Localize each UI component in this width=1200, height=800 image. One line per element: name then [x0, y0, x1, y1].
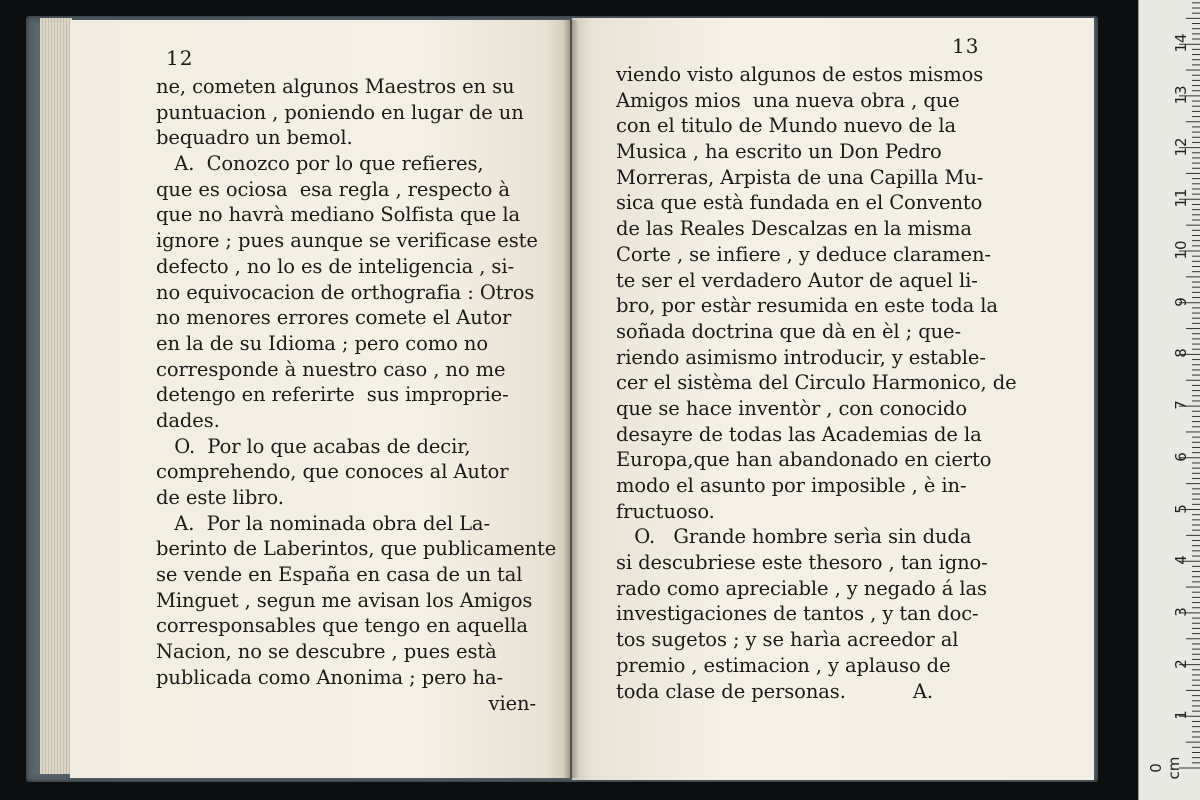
text-line: riendo asimismo introducir, y estable- [616, 345, 986, 369]
ruler-number: 7 [1172, 400, 1190, 410]
text-line: premio , estimacion , y aplauso de [616, 653, 951, 677]
text-line: que se hace inventòr , con conocido [616, 396, 968, 420]
text-line: toda clase de personas. A. [616, 679, 933, 703]
right-page-text [616, 62, 1034, 704]
text-line: Morreras, Arpista de una Capilla Mu- [616, 165, 984, 189]
catchword: vien- [488, 691, 536, 715]
text-line: desayre de todas las Academias de la [616, 422, 982, 446]
ruler-number: 8 [1172, 348, 1190, 359]
ruler-number: 10 [1172, 240, 1190, 260]
measuring-ruler [1138, 0, 1200, 800]
text-line: te ser el verdadero Autor de aquel li- [616, 268, 978, 292]
ruler-number: 12 [1172, 137, 1190, 157]
text-line: corresponde à nuestro caso , no me [156, 357, 506, 381]
text-line: defecto , no lo es de inteligencia , si- [156, 254, 514, 278]
text-line: cer el sistèma del Circulo Harmonico, de [616, 371, 1017, 395]
text-line: que es ociosa esa regla , respecto à [156, 177, 510, 201]
text-line: de las Reales Descalzas en la misma [616, 217, 972, 241]
text-line: soñada doctrina que dà en èl ; que- [616, 319, 961, 343]
ruler-number: 4 [1172, 555, 1190, 565]
text-line: en la de su Idioma ; pero como no [156, 331, 488, 355]
text-line: de este libro. [156, 486, 284, 509]
text-line: Minguet , segun me avisan los Amigos [156, 588, 533, 612]
text-line: que no havrà mediano Solfista que la [156, 203, 520, 227]
ruler-unit-label: 0 cm [1147, 756, 1183, 780]
text-line: detengo en referirte sus improprie- [156, 383, 509, 407]
book-gutter [563, 20, 579, 778]
text-line: modo el asunto por imposible , è in- [616, 474, 967, 497]
text-line: bequadro un bemol. [156, 126, 353, 150]
right-page [572, 18, 1094, 780]
text-line: tos sugetos ; y se harìa acreedor al [616, 628, 959, 652]
ruler-number: 9 [1172, 296, 1190, 307]
text-line: O. Grande hombre serìa sin duda [616, 525, 972, 549]
page-number-left: 12 [166, 46, 194, 70]
text-line: investigaciones de tantos , y tan doc- [616, 602, 979, 626]
ruler-number: 3 [1172, 607, 1190, 617]
text-line: Europa,que han abandonado en cierto [616, 448, 992, 472]
ruler-number: 14 [1172, 33, 1190, 53]
left-page-text [156, 74, 557, 716]
text-line: se vende en España en casa de un tal [156, 563, 523, 587]
text-line: Amigos mios una nueva obra , que [616, 88, 960, 112]
text-line: comprehendo, que conoces al Autor [156, 460, 509, 484]
text-line: publicada como Anonima ; pero ha- [156, 665, 503, 689]
text-line: O. Por lo que acabas de decir, [156, 434, 471, 458]
text-line: no equivocacion de orthografia : Otros [156, 280, 535, 304]
ruler-number: 6 [1172, 452, 1190, 462]
text-line: Nacion, no se descubre , pues està [156, 640, 497, 664]
text-line: ne, cometen algunos Maestros en su [156, 75, 515, 98]
ruler-number: 2 [1172, 658, 1190, 669]
text-line: sica que està fundada en el Convento [616, 191, 983, 215]
text-line: rado como apreciable , y negado á las [616, 576, 987, 600]
text-line: viendo visto algunos de estos mismos [616, 63, 984, 86]
page-edges [40, 18, 72, 774]
ruler-ticks [1139, 0, 1200, 800]
text-line: no menores errores comete el Autor [156, 306, 512, 330]
text-line: puntuacion , poniendo en lugar de un [156, 100, 524, 124]
text-line: con el titulo de Mundo nuevo de la [616, 114, 957, 138]
text-line: Musica , ha escrito un Don Pedro [616, 140, 942, 164]
text-line: si descubriese este thesoro , tan igno- [616, 551, 988, 575]
text-line: Corte , se infiere , y deduce claramen- [616, 242, 991, 266]
text-line: bro, por estàr resumida en este toda la [616, 294, 998, 318]
ruler-number: 13 [1172, 85, 1190, 105]
ruler-number: 11 [1172, 188, 1190, 208]
ruler-number: 1 [1172, 710, 1190, 721]
text-line: A. Por la nominada obra del La- [156, 511, 490, 535]
text-line: dades. [156, 408, 220, 432]
text-line: ignore ; pues aunque se verificase este [156, 229, 538, 253]
page-number-right: 13 [952, 34, 980, 58]
left-page [70, 20, 570, 778]
text-line: berinto de Laberintos, que publicamente [156, 537, 557, 561]
text-line: A. Conozco por lo que refieres, [156, 152, 484, 176]
text-line: corresponsables que tengo en aquella [156, 614, 528, 638]
ruler-number: 5 [1172, 503, 1190, 514]
text-line: fructuoso. [616, 499, 715, 523]
